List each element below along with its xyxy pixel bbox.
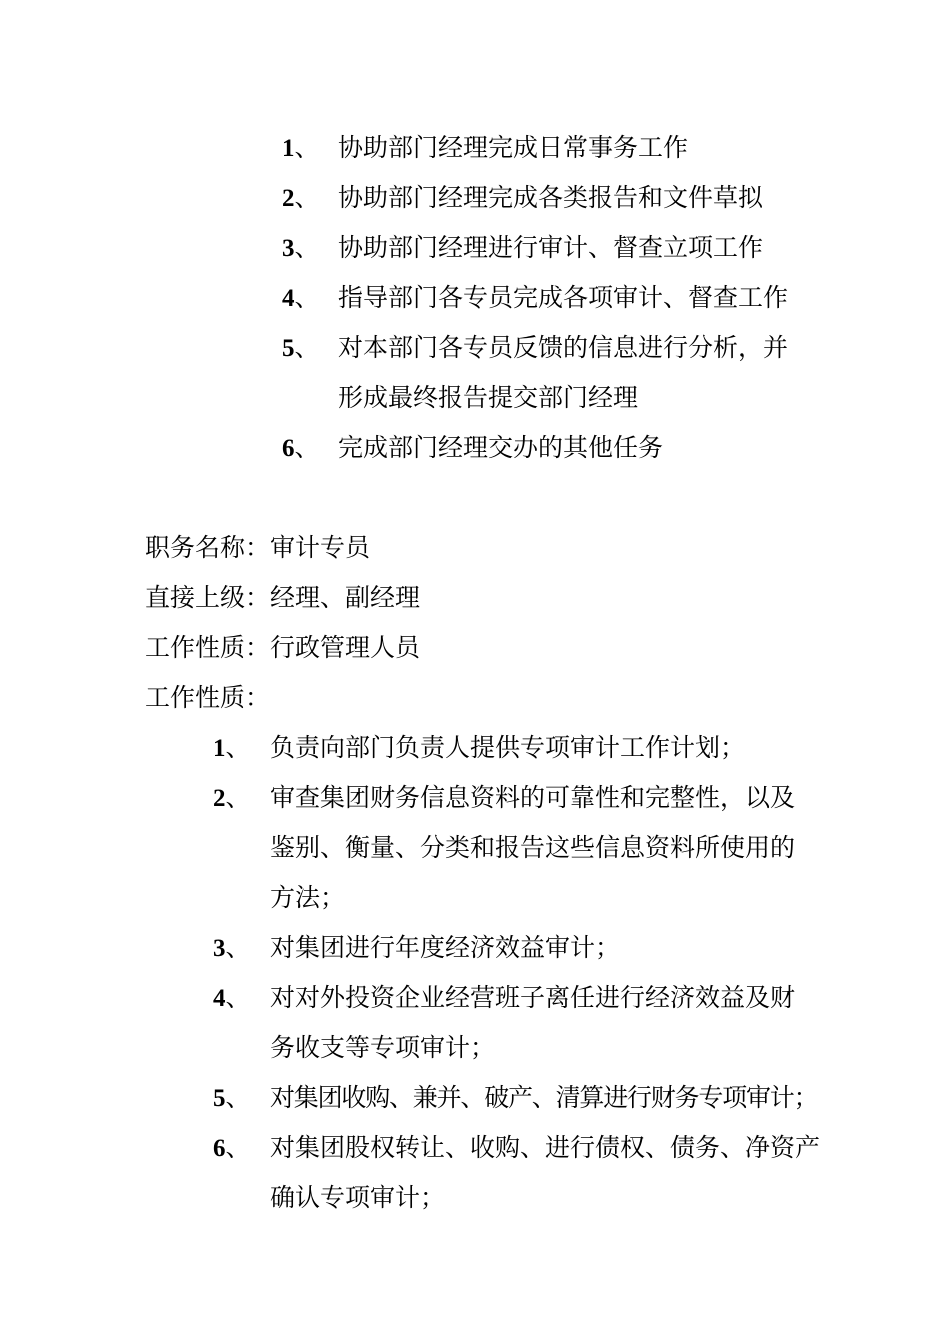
list-item-text: 负责向部门负责人提供专项审计工作计划； [270,733,746,762]
list-item-text: 完成部门经理交办的其他任务 [338,433,664,462]
list-item-text: 审查集团财务信息资料的可靠性和完整性，以及 [270,783,796,812]
list-item-number: 1 [282,135,295,162]
list-item-marker [213,728,251,768]
list-item-text: 对集团股权转让、收购、进行债权、债务、净资产 [270,1133,821,1162]
list-item-separator: 、 [225,783,251,812]
list-item-text: 鉴别、衡量、分类和报告这些信息资料所使用的 [270,833,796,862]
list-item-marker [282,128,320,168]
list-item-separator: 、 [294,333,320,362]
list-item-text: 对集团收购、兼并、破产、清算进行财务专项审计； [270,1083,818,1112]
list-item-text: 协助部门经理进行审计、督查立项工作 [338,233,764,262]
list-item-number: 3 [213,935,226,962]
direct-superior: 直接上级：经理、副经理 [145,583,421,612]
list-item-marker [282,278,320,318]
list-item-separator: 、 [294,233,320,262]
list-item-text: 指导部门各专员完成各项审计、督查工作 [338,283,789,312]
list-item-separator: 、 [225,983,251,1012]
list-item-text: 务收支等专项审计； [270,1033,496,1062]
job-title: 职务名称：审计专员 [145,533,371,562]
list-item-separator: 、 [225,1133,251,1162]
list-item-marker [213,928,251,968]
list-item-number: 5 [282,335,295,362]
list-item-separator: 、 [225,733,251,762]
list-item-number: 2 [213,785,226,812]
list-item-separator: 、 [294,283,320,312]
list-item-text: 方法； [270,883,346,912]
list-item-separator: 、 [294,133,320,162]
job-nature: 工作性质：行政管理人员 [145,633,421,662]
list-item-text: 确认专项审计； [270,1183,446,1212]
list-item-separator: 、 [225,1083,251,1112]
list-item-separator: 、 [294,433,320,462]
list-item-text: 对对外投资企业经营班子离任进行经济效益及财 [270,983,796,1012]
list-item-marker [282,428,320,468]
list-item-marker [213,778,251,818]
list-item-separator: 、 [294,183,320,212]
list-item-separator: 、 [225,933,251,962]
list-item-number: 6 [282,435,295,462]
list-item-number: 6 [213,1135,226,1162]
list-item-text: 对集团进行年度经济效益审计； [270,933,621,962]
list-item-marker [282,178,320,218]
list-item-number: 1 [213,735,226,762]
list-item-text: 协助部门经理完成日常事务工作 [338,133,689,162]
list-item-number: 2 [282,185,295,212]
list-item-marker [213,978,251,1018]
list-item-marker [282,228,320,268]
list-item-marker [282,328,320,368]
duties-heading: 工作性质： [145,683,271,712]
list-item-text: 协助部门经理完成各类报告和文件草拟 [338,183,764,212]
list-item-marker [213,1078,251,1118]
list-item-number: 5 [213,1085,226,1112]
list-item-text: 对本部门各专员反馈的信息进行分析，并 [338,333,789,362]
list-item-marker [213,1128,251,1168]
list-item-number: 4 [282,285,295,312]
list-item-number: 3 [282,235,295,262]
list-item-text: 形成最终报告提交部门经理 [338,383,639,412]
list-item-number: 4 [213,985,226,1012]
